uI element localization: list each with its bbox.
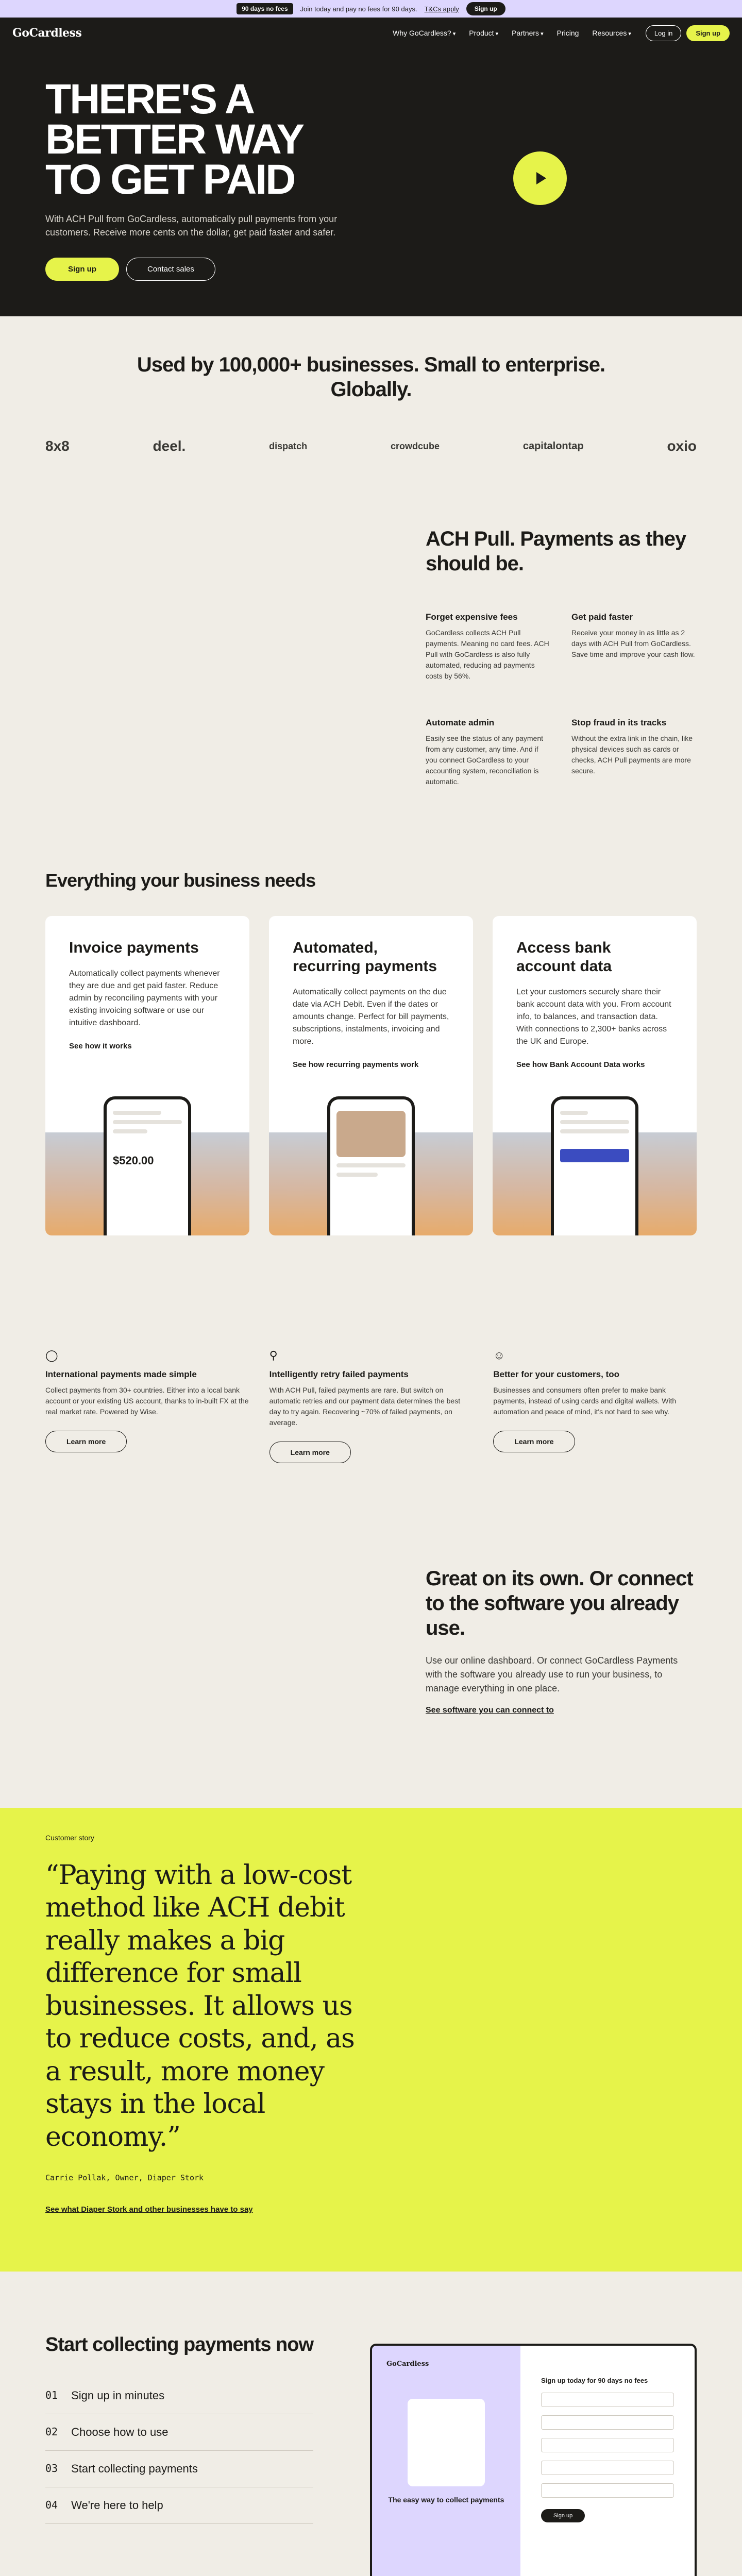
- needs-title: Everything your business needs: [45, 870, 316, 891]
- card-link[interactable]: See how it works: [69, 1042, 132, 1050]
- play-icon: [530, 168, 550, 189]
- story-link[interactable]: See what Diaper Stork and other businesses have to say: [45, 2205, 253, 2214]
- logo-dispatch: dispatch: [269, 440, 308, 451]
- ach-item-title: Automate admin: [426, 718, 495, 727]
- step-item[interactable]: [45, 2378, 313, 2414]
- hero-body: With ACH Pull from GoCardless, automatically pull payments from your customers. Receive more cents on the dollar, get paid faster and safer.: [45, 213, 338, 238]
- nav-signup-button[interactable]: Sign up: [686, 25, 730, 41]
- nav-item-resources[interactable]: Resources ▾: [592, 29, 631, 37]
- card-body: Automatically collect payments whenever they are due and get paid faster. Reduce admin by reconciling payments with your existing invoicing software or use our intuitive dashboard.: [69, 969, 220, 1027]
- feature-body: Collect payments from 30+ countries. Either into a local bank account or your existing US account, thanks to in-built FX at the real market rate. Powered by Wise.: [45, 1386, 249, 1416]
- feature-item: [493, 1349, 697, 1463]
- product-card[interactable]: [269, 916, 473, 1235]
- steps-section: [0, 2272, 742, 2576]
- ach-section: [0, 496, 742, 849]
- ach-item-title: Stop fraud in its tracks: [571, 718, 667, 727]
- globe-icon: ◯: [45, 1349, 58, 1362]
- steps-list: [45, 2378, 313, 2524]
- card-link[interactable]: See how recurring payments work: [293, 1060, 419, 1069]
- logo-capitalontap: capitalontap: [522, 440, 584, 452]
- promo-text: Join today and pay no fees for 90 days.: [300, 5, 417, 13]
- ach-item-body: GoCardless collects ACH Pull payments. Meaning no card fees. ACH Pull with GoCardless is also fully automated, reducing ad payments costs by 56%.: [426, 629, 549, 680]
- story-quote: “Paying with a low-cost method like ACH debit really makes a big difference for small businesses. It allows us to reduce costs, and, as a result, more money stays in the local economy.”: [45, 1860, 355, 2153]
- logo-oxio: oxio: [667, 438, 697, 454]
- feature-item: [45, 1349, 249, 1463]
- customer-story: [0, 1808, 742, 2272]
- ach-item: [571, 612, 697, 682]
- ach-item-body: Easily see the status of any payment from any customer, any time. And if you connect GoCardless to your accounting system, reconciliation is automatic.: [426, 734, 544, 786]
- customer-logos: [45, 438, 697, 454]
- ach-item-body: Receive your money in as little as 2 days with ACH Pull from GoCardless. Save time and improve your cash flow.: [571, 629, 695, 658]
- step-number: 02: [45, 2425, 58, 2438]
- product-card[interactable]: [493, 916, 697, 1235]
- shot-signup-button: Sign up: [541, 2509, 585, 2522]
- promo-signup-button[interactable]: Sign up: [466, 2, 505, 15]
- card-illustration: [493, 1132, 697, 1235]
- step-item[interactable]: [45, 2487, 313, 2524]
- logo-8x8: 8x8: [45, 438, 70, 454]
- play-video-button[interactable]: [513, 151, 567, 205]
- card-title: Automated, recurring payments: [293, 939, 437, 975]
- ach-title: ACH Pull. Payments as they should be.: [426, 528, 686, 575]
- learn-more-button[interactable]: Learn more: [493, 1431, 575, 1452]
- step-number: 04: [45, 2498, 58, 2511]
- feature-title: Intelligently retry failed payments: [269, 1369, 409, 1379]
- ach-item-title: Get paid faster: [571, 612, 633, 622]
- promo-banner: [0, 0, 742, 18]
- card-illustration: [269, 1132, 473, 1235]
- shot-tagline: The easy way to collect payments: [388, 2496, 504, 2504]
- hero-title: THERE'S A BETTER WAY TO GET PAID: [45, 76, 302, 203]
- story-citation: Carrie Pollak, Owner, Diaper Stork: [45, 2173, 204, 2182]
- hero: [0, 48, 742, 316]
- card-body: Let your customers securely share their bank account data with you. From account info, to balances, and transaction data. With connections to 2,300+ banks across the UK and Europe.: [516, 988, 671, 1046]
- promo-chip: 90 days no fees: [237, 3, 293, 14]
- nav-item-why[interactable]: Why GoCardless? ▾: [393, 29, 456, 37]
- ach-item: [571, 718, 697, 787]
- feature-body: With ACH Pull, failed payments are rare. But switch on automatic retries and our payment data determines the best day to try again. Recovering ~70% of failed payments, on average.: [269, 1386, 461, 1427]
- promo-terms-link[interactable]: T&Cs apply: [424, 5, 459, 13]
- person-icon: ☺: [493, 1349, 505, 1362]
- feature-body: Businesses and consumers often prefer to make bank payments, instead of using cards and digital wallets. With automation and peace of mind, it's not hard to see why.: [493, 1386, 677, 1416]
- logo-crowdcube: crowdcube: [390, 440, 440, 451]
- story-eyebrow: Customer story: [45, 1834, 94, 1842]
- card-title: Invoice payments: [69, 939, 199, 956]
- card-title: Access bank account data: [516, 939, 612, 975]
- step-item[interactable]: [45, 2414, 313, 2451]
- step-label: Start collecting payments: [71, 2462, 198, 2475]
- logo-deel: deel.: [153, 438, 186, 454]
- connect-link[interactable]: See software you can connect to: [426, 1706, 554, 1715]
- signup-screenshot: [370, 2344, 697, 2576]
- card-link[interactable]: See how Bank Account Data works: [516, 1060, 645, 1069]
- step-label: Sign up in minutes: [71, 2388, 165, 2402]
- shot-form-title: Sign up today for 90 days no fees: [541, 2377, 648, 2384]
- login-button[interactable]: Log in: [646, 25, 681, 41]
- connect-section: [0, 1515, 742, 1808]
- phone-mockup: [327, 1096, 415, 1235]
- features-section: [0, 1287, 742, 1515]
- step-item[interactable]: [45, 2451, 313, 2487]
- learn-more-button[interactable]: Learn more: [269, 1442, 351, 1463]
- phone-mockup: [104, 1096, 191, 1235]
- feature-item: [269, 1349, 473, 1463]
- nav-menu: [393, 29, 631, 37]
- ach-item: [426, 718, 551, 787]
- trust-section: [0, 316, 742, 496]
- phone-mockup: [551, 1096, 638, 1235]
- product-card[interactable]: [45, 916, 249, 1235]
- ach-item-body: Without the extra link in the chain, like physical devices such as cards or checks, ACH Pull payments are more secure.: [571, 734, 693, 775]
- nav-item-pricing[interactable]: Pricing: [556, 29, 579, 37]
- logo[interactable]: GoCardless: [12, 26, 82, 40]
- learn-more-button[interactable]: Learn more: [45, 1431, 127, 1452]
- amount-value: $520.00: [113, 1154, 154, 1167]
- hero-contact-button[interactable]: Contact sales: [126, 258, 215, 281]
- step-number: 01: [45, 2388, 58, 2401]
- ach-item: [426, 612, 551, 682]
- nav-item-product[interactable]: Product ▾: [469, 29, 498, 37]
- connect-title: Great on its own. Or connect to the software you already use.: [426, 1567, 693, 1639]
- step-label: We're here to help: [71, 2498, 163, 2512]
- pin-icon: ⚲: [269, 1349, 278, 1362]
- needs-section: [0, 849, 742, 1287]
- step-label: Choose how to use: [71, 2425, 168, 2438]
- step-number: 03: [45, 2462, 58, 2475]
- hero-signup-button[interactable]: Sign up: [45, 258, 119, 281]
- trust-title: Used by 100,000+ businesses. Small to enterprise. Globally.: [137, 353, 605, 401]
- shot-brand: GoCardless: [386, 2360, 429, 2368]
- card-body: Automatically collect payments on the due date via ACH Debit. Even if the dates or amounts change. Perfect for bill payments, subscriptions, instalments, invoicing and more.: [293, 988, 449, 1046]
- feature-title: Better for your customers, too: [493, 1369, 619, 1379]
- top-nav: [0, 18, 742, 48]
- connect-body: Use our online dashboard. Or connect GoCardless Payments with the software you already use to run your business, to manage everything in one place.: [426, 1655, 678, 1693]
- card-illustration: [45, 1132, 249, 1235]
- feature-title: International payments made simple: [45, 1369, 197, 1379]
- steps-title: Start collecting payments now: [45, 2334, 313, 2355]
- nav-item-partners[interactable]: Partners ▾: [512, 29, 544, 37]
- ach-item-title: Forget expensive fees: [426, 612, 518, 622]
